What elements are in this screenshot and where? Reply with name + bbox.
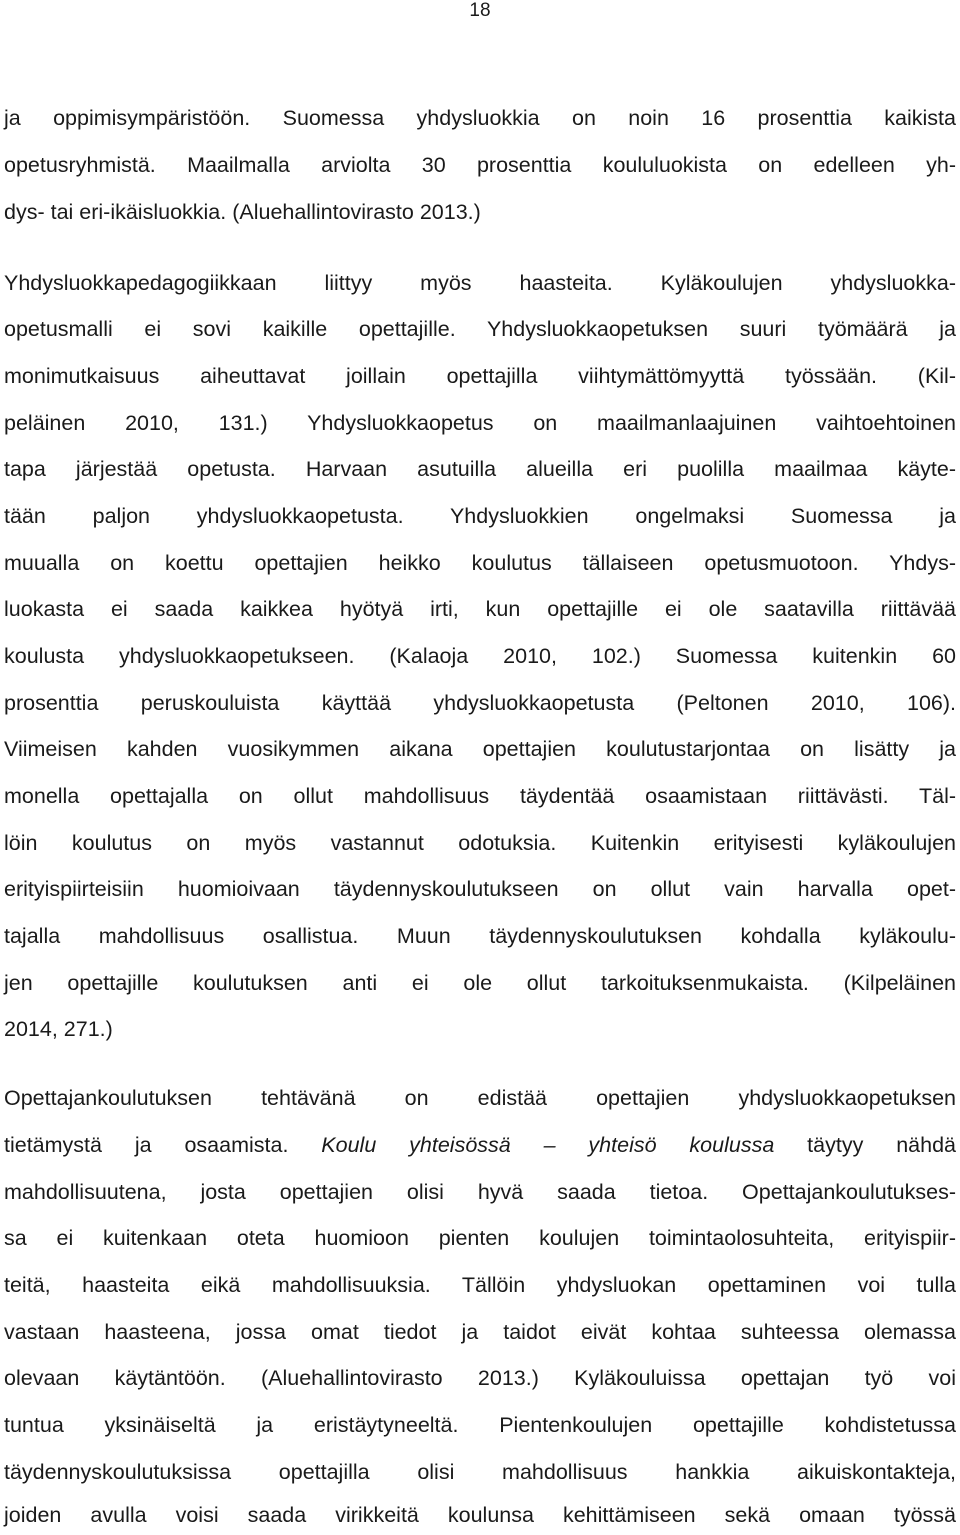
text-line: ja oppimisympäristöön. Suomessa yhdysluokkia on noin 16 prosenttia kaikista <box>4 106 956 130</box>
text-line: teitä, haasteita eikä mahdollisuuksia. Tällöin yhdysluokan opettaminen voi tulla <box>4 1273 956 1297</box>
text-segment: täytyy nähdä <box>807 1133 956 1157</box>
text-line: luokasta ei saada kaikkea hyötyä irti, kun opettajille ei ole saatavilla riittävää <box>4 597 956 621</box>
text-line: opetusryhmistä. Maailmalla arviolta 30 prosenttia koululuokista on edelleen yh- <box>4 153 956 177</box>
text-line: tään paljon yhdysluokkaopetusta. Yhdysluokkien ongelmaksi Suomessa ja <box>4 504 956 528</box>
text-line: vastaan haasteena, jossa omat tiedot ja taidot eivät kohtaa suhteessa olemassa <box>4 1320 956 1344</box>
page-number: 18 <box>469 0 491 21</box>
text-line: täydennyskoulutuksissa opettajilla olisi mahdollisuus hankkia aikuiskontakteja, <box>4 1460 956 1484</box>
text-line: monella opettajalla on ollut mahdollisuus täydentää osaamistaan riittävästi. Täl- <box>4 784 956 808</box>
text-line: sa ei kuitenkaan oteta huomioon pienten koulujen toimintaolosuhteita, erityispiir- <box>4 1226 956 1250</box>
text-line: peläinen 2010, 131.) Yhdysluokkaopetus on maailmanlaajuinen vaihtoehtoinen <box>4 411 956 435</box>
text-line: tajalla mahdollisuus osallistua. Muun täydennyskoulutuksen kohdalla kyläkoulu- <box>4 924 956 948</box>
text-line: monimutkaisuus aiheuttavat joillain opettajilla viihtymättömyyttä työssään. (Kil- <box>4 364 956 388</box>
text-line: erityispiirteisiin huomioivaan täydennyskoulutukseen on ollut vain harvalla opet- <box>4 877 956 901</box>
text-line: Viimeisen kahden vuosikymmen aikana opettajien koulutustarjontaa on lisätty ja <box>4 737 956 761</box>
text-line: 2014, 271.) <box>4 1017 113 1041</box>
text-line: tapa järjestää opetusta. Harvaan asutuilla alueilla eri puolilla maailmaa käyte- <box>4 457 956 481</box>
italic-phrase: Koulu yhteisössä – yhteisö koulussa <box>321 1133 775 1157</box>
text-line: Yhdysluokkapedagogiikkaan liittyy myös haasteita. Kyläkoulujen yhdysluokka- <box>4 271 956 295</box>
text-line: olevaan käytäntöön. (Aluehallintovirasto 2013.) Kyläkouluissa opettajan työ voi <box>4 1366 956 1390</box>
text-line: dys- tai eri-ikäisluokkia. (Aluehallintovirasto 2013.) <box>4 200 481 224</box>
text-line: löin koulutus on myös vastannut odotuksia. Kuitenkin erityisesti kyläkoulujen <box>4 831 956 855</box>
text-line: Opettajankoulutuksen tehtävänä on edistää opettajien yhdysluokkaopetuksen <box>4 1086 956 1110</box>
text-line: koulusta yhdysluokkaopetukseen. (Kalaoja 2010, 102.) Suomessa kuitenkin 60 <box>4 644 956 668</box>
text-line: tuntua yksinäiseltä ja eristäytyneeltä. Pientenkoulujen opettajille kohdistetussa <box>4 1413 956 1437</box>
text-line: jen opettajille koulutuksen anti ei ole ollut tarkoituksenmukaista. (Kilpeläinen <box>4 971 956 995</box>
text-line: joiden avulla voisi saada virikkeitä koulunsa kehittämiseen sekä omaan työssä <box>4 1503 956 1527</box>
text-segment: tietämystä ja osaamista. <box>4 1133 289 1157</box>
text-line: prosenttia peruskouluista käyttää yhdysluokkaopetusta (Peltonen 2010, 106). <box>4 691 956 715</box>
text-line: opetusmalli ei sovi kaikille opettajille. Yhdysluokkaopetuksen suuri työmäärä ja <box>4 317 956 341</box>
text-line-with-italic <box>4 1130 956 1160</box>
text-line: mahdollisuutena, josta opettajien olisi hyvä saada tietoa. Opettajankoulutukses- <box>4 1180 956 1204</box>
text-line: muualla on koettu opettajien heikko koulutus tällaiseen opetusmuotoon. Yhdys- <box>4 551 956 575</box>
